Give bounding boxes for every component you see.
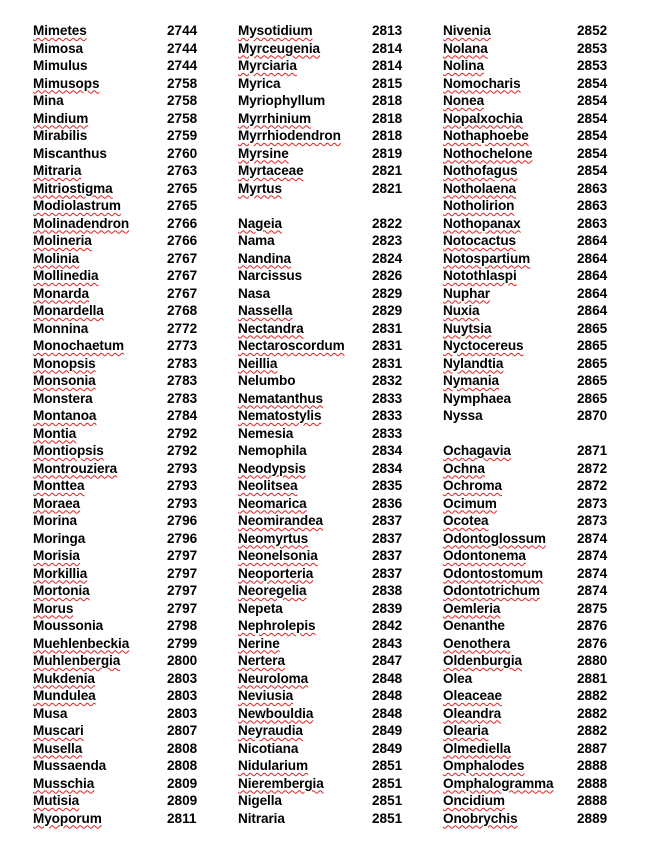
- genus-name: Morina: [33, 513, 77, 528]
- genus-name: Mutisia: [33, 793, 80, 808]
- genus-name: Musa: [33, 705, 68, 721]
- page-number: 2766: [167, 233, 198, 248]
- genus-name: Notholaena: [443, 180, 517, 196]
- genus-name: Neyraudia: [238, 723, 303, 738]
- page-number: 2852: [577, 23, 608, 38]
- page-number: 2876: [577, 635, 608, 651]
- genus-name: Mirabilis: [33, 128, 88, 143]
- genus-name: Nemesia: [238, 425, 294, 441]
- page-number: 2783: [167, 390, 198, 406]
- page-number: 2758: [167, 75, 198, 91]
- genus-name: Monsonia: [33, 373, 96, 388]
- genus-name: Olea: [443, 670, 473, 686]
- page-number: 2783: [167, 355, 198, 371]
- page-number: 2809: [167, 793, 198, 808]
- page-number: 2772: [167, 320, 198, 336]
- page-number: 2865: [577, 373, 608, 388]
- page-number: 2847: [372, 653, 403, 668]
- genus-name: Oleaceae: [443, 688, 502, 703]
- genus-name: Myoporum: [33, 810, 102, 826]
- genus-name: Nothochelone: [443, 145, 533, 161]
- genus-name: Narcissus: [238, 268, 303, 283]
- genus-name: Monnina: [33, 320, 89, 336]
- page-number: 2765: [167, 198, 198, 213]
- page-number: 2853: [577, 40, 608, 56]
- page-number: 2888: [577, 793, 608, 808]
- page-number: 2811: [167, 810, 197, 826]
- page-number: 2797: [167, 565, 198, 581]
- genus-name: Ocimum: [443, 495, 497, 511]
- page-number: 2793: [167, 495, 198, 511]
- genus-name: Mitriostigma: [33, 180, 113, 196]
- page-number: 2872: [577, 460, 608, 476]
- page-number: 2851: [372, 793, 403, 808]
- page-number: 2838: [372, 583, 403, 598]
- page-number: 2865: [577, 355, 608, 371]
- genus-name: Nolina: [443, 58, 484, 73]
- genus-name: Neoporteria: [238, 565, 314, 581]
- genus-name: Muscari: [33, 723, 84, 738]
- page-number: 2837: [372, 565, 403, 581]
- genus-name: Odontostomum: [443, 565, 543, 581]
- genus-name: Oldenburgia: [443, 653, 522, 668]
- genus-name: Nolana: [443, 40, 488, 56]
- genus-name: Ochna: [443, 460, 485, 476]
- page-number: 2819: [372, 145, 403, 161]
- page-number: 2797: [167, 583, 198, 598]
- page-number: 2759: [167, 128, 198, 143]
- page-number: 2814: [372, 40, 403, 56]
- genus-name: Nothofagus: [443, 163, 518, 178]
- genus-name: Nephrolepis: [238, 618, 316, 633]
- genus-name: Nopalxochia: [443, 110, 523, 126]
- genus-name: Nidularium: [238, 758, 308, 773]
- genus-name: Monstera: [33, 390, 93, 406]
- genus-name: Omphalogramma: [443, 775, 554, 791]
- page-number: 2864: [577, 285, 608, 301]
- page-number: 2863: [577, 215, 608, 231]
- genus-name: Nitraria: [238, 810, 285, 826]
- page-number: 2873: [577, 513, 608, 528]
- genus-name: Montrouziera: [33, 460, 118, 476]
- genus-name: Nematostylis: [238, 408, 322, 423]
- page-number: 2865: [577, 390, 608, 406]
- genus-name: Nelumbo: [238, 373, 296, 388]
- page-number: 2831: [372, 355, 403, 371]
- page-number: 2836: [372, 495, 403, 511]
- page-number: 2874: [577, 530, 608, 546]
- genus-name: Mimulus: [33, 58, 88, 73]
- page-number: 2767: [167, 250, 198, 266]
- genus-name: Montia: [33, 425, 77, 441]
- page-number: 2865: [577, 338, 608, 353]
- genus-name: Neoregelia: [238, 583, 307, 598]
- genus-name: Oemleria: [443, 600, 501, 616]
- page-number: 2875: [577, 600, 608, 616]
- page-number: 2783: [167, 373, 198, 388]
- genus-name: Molinia: [33, 250, 80, 266]
- genus-name: Neomyrtus: [238, 530, 309, 546]
- page-number: 2799: [167, 635, 198, 651]
- genus-name: Nothopanax: [443, 215, 521, 231]
- page-number: 2864: [577, 233, 608, 248]
- genus-name: Musella: [33, 740, 83, 756]
- page-number: 2818: [372, 110, 403, 126]
- page-number: 2792: [167, 425, 198, 441]
- page-number: 2873: [577, 495, 608, 511]
- page-number: 2848: [372, 670, 403, 686]
- genus-name: Neillia: [238, 355, 278, 371]
- genus-name: Neviusia: [238, 688, 294, 703]
- genus-name: Myrceugenia: [238, 40, 321, 56]
- genus-name: Myrtaceae: [238, 163, 304, 178]
- page-number: 2843: [372, 635, 403, 651]
- page-number: 2796: [167, 530, 198, 546]
- page-number: 2803: [167, 688, 198, 703]
- genus-name: Newbouldia: [238, 705, 314, 721]
- genus-name: Myrica: [238, 75, 281, 91]
- page-number: 2876: [577, 618, 608, 633]
- page-number: 2758: [167, 93, 198, 108]
- genus-name: Nyssa: [443, 408, 483, 423]
- genus-name: Monttea: [33, 478, 85, 493]
- page-number: 2854: [577, 75, 608, 91]
- genus-name: Ocotea: [443, 513, 489, 528]
- page-number: 2854: [577, 145, 608, 161]
- page-number: 2851: [372, 775, 403, 791]
- genus-name: Neonelsonia: [238, 548, 318, 563]
- page-number: 2829: [372, 303, 403, 318]
- page-number: 2815: [372, 75, 403, 91]
- page-number: 2865: [577, 320, 608, 336]
- genus-name: Nylandtia: [443, 355, 504, 371]
- page-number: 2839: [372, 600, 403, 616]
- genus-name: Miscanthus: [33, 145, 107, 161]
- page-number: 2821: [372, 180, 403, 196]
- page-number: 2768: [167, 303, 198, 318]
- genus-name: Odontonema: [443, 548, 526, 563]
- genus-name: Mukdenia: [33, 670, 95, 686]
- genus-name: Olmediella: [443, 740, 511, 756]
- genus-name: Myrtus: [238, 180, 282, 196]
- page-number: 2837: [372, 530, 403, 546]
- genus-name: Notospartium: [443, 250, 531, 266]
- page-number: 2835: [372, 478, 403, 493]
- genus-name: Mina: [33, 93, 64, 108]
- page-number: 2864: [577, 250, 608, 266]
- page-number: 2767: [167, 268, 198, 283]
- genus-name: Ochagavia: [443, 443, 511, 458]
- genus-name: Nertera: [238, 653, 285, 668]
- page-number: 2797: [167, 600, 198, 616]
- page-number: 2792: [167, 443, 198, 458]
- page-number: 2851: [372, 810, 403, 826]
- genus-name: Mimusops: [33, 75, 100, 91]
- page-number: 2842: [372, 618, 403, 633]
- genus-name: Olearia: [443, 723, 489, 738]
- page-number: 2851: [372, 758, 403, 773]
- genus-name: Monardella: [33, 303, 104, 318]
- genus-name: Nuphar: [443, 285, 490, 301]
- page-number: 2797: [167, 548, 198, 563]
- page-number: 2809: [167, 775, 198, 791]
- page-number: 2882: [577, 688, 608, 703]
- genus-name: Mitraria: [33, 163, 82, 178]
- genus-name: Moussonia: [33, 618, 104, 633]
- page-number: 2758: [167, 110, 198, 126]
- genus-name: Modiolastrum: [33, 198, 121, 213]
- page-number: 2888: [577, 758, 608, 773]
- page-number: 2834: [372, 460, 403, 476]
- page-number: 2793: [167, 460, 198, 476]
- genus-name: Neodypsis: [238, 460, 306, 476]
- page-number: 2888: [577, 775, 608, 791]
- genus-name: Muehlenbeckia: [33, 635, 130, 651]
- genus-name: Mortonia: [33, 583, 90, 598]
- genus-name: Nomocharis: [443, 75, 521, 91]
- page-number: 2822: [372, 215, 403, 231]
- page-number: 2763: [167, 163, 198, 178]
- page-number: 2832: [372, 373, 403, 388]
- genus-name: Mindium: [33, 110, 89, 126]
- page-number: 2818: [372, 128, 403, 143]
- page-number: 2874: [577, 548, 608, 563]
- page-number: 2767: [167, 285, 198, 301]
- page-number: 2882: [577, 723, 608, 738]
- genus-name: Mussaenda: [33, 758, 107, 773]
- page-number: 2821: [372, 163, 403, 178]
- genus-name: Notocactus: [443, 233, 517, 248]
- genus-name: Morus: [33, 600, 74, 616]
- genus-name: Nothaphoebe: [443, 128, 529, 143]
- page-number: 2796: [167, 513, 198, 528]
- page-number: 2871: [577, 443, 608, 458]
- page-number: 2889: [577, 810, 608, 826]
- genus-name: Montiopsis: [33, 443, 104, 458]
- genus-name: Molinadendron: [33, 215, 130, 231]
- genus-name: Mimosa: [33, 40, 84, 56]
- genus-name: Nicotiana: [238, 740, 299, 756]
- genus-name: Monochaetum: [33, 338, 125, 353]
- genus-name: Nuytsia: [443, 320, 492, 336]
- page-number: 2854: [577, 93, 608, 108]
- page-number: 2864: [577, 303, 608, 318]
- page-number: 2870: [577, 408, 608, 423]
- page-number: 2833: [372, 390, 403, 406]
- page-number: 2807: [167, 723, 198, 738]
- genus-name: Myrciaria: [238, 58, 297, 73]
- page-number: 2864: [577, 268, 608, 283]
- genus-name: Oenanthe: [443, 618, 505, 633]
- page-number: 2744: [167, 58, 198, 73]
- genus-name: Mollinedia: [33, 268, 99, 283]
- genus-name: Ochroma: [443, 478, 502, 493]
- page-number: 2773: [167, 338, 198, 353]
- page-number: 2744: [167, 40, 198, 56]
- genus-name: Nivenia: [443, 23, 491, 38]
- genus-name: Oncidium: [443, 793, 505, 808]
- genus-name: Myriophyllum: [238, 93, 326, 108]
- genus-name: Myrsine: [238, 145, 289, 161]
- genus-name: Nierembergia: [238, 775, 324, 791]
- genus-name: Nandina: [238, 250, 291, 266]
- genus-name: Nassella: [238, 303, 293, 318]
- genus-name: Nuxia: [443, 303, 480, 318]
- genus-name: Muhlenbergia: [33, 653, 121, 668]
- page-number: 2826: [372, 268, 403, 283]
- genus-name: Nepeta: [238, 600, 283, 616]
- page-number: 2854: [577, 163, 608, 178]
- page-number: 2814: [372, 58, 403, 73]
- page-number: 2874: [577, 565, 608, 581]
- page-number: 2874: [577, 583, 608, 598]
- page-number: 2798: [167, 618, 198, 633]
- genus-name: Monarda: [33, 285, 89, 301]
- genus-name: Neuroloma: [238, 670, 309, 686]
- genus-name: Nemophila: [238, 443, 307, 458]
- page-number: 2833: [372, 425, 403, 441]
- genus-name: Notothlaspi: [443, 268, 517, 283]
- genus-name: Neomarica: [238, 495, 307, 511]
- page-number: 2849: [372, 740, 403, 756]
- page-number: 2808: [167, 758, 198, 773]
- genus-name: Myrrhiodendron: [238, 128, 341, 143]
- genus-name: Omphalodes: [443, 758, 525, 773]
- page-number: 2854: [577, 110, 608, 126]
- genus-name: Oenothera: [443, 635, 511, 651]
- page-number: 2818: [372, 93, 403, 108]
- genus-name: Mimetes: [33, 23, 87, 38]
- genus-name: Nymphaea: [443, 390, 511, 406]
- genus-name: Neolitsea: [238, 478, 298, 493]
- genus-name: Musschia: [33, 775, 95, 791]
- page-number: 2784: [167, 408, 198, 423]
- genus-name: Nerine: [238, 635, 280, 651]
- genus-name: Nasa: [238, 285, 271, 301]
- genus-name: Myrrhinium: [238, 110, 312, 126]
- genus-name: Nama: [238, 233, 275, 248]
- page-number: 2854: [577, 128, 608, 143]
- genus-name: Molineria: [33, 233, 92, 248]
- page-number: 2849: [372, 723, 403, 738]
- page-number: 2823: [372, 233, 403, 248]
- page-number: 2829: [372, 285, 403, 301]
- genus-name: Monopsis: [33, 355, 96, 371]
- page-number: 2837: [372, 548, 403, 563]
- genus-name: Nectaroscordum: [238, 338, 345, 353]
- page-number: 2744: [167, 23, 198, 38]
- genus-name: Nageia: [238, 215, 282, 231]
- page-number: 2833: [372, 408, 403, 423]
- genus-name: Montanoa: [33, 408, 97, 423]
- genus-name: Morisia: [33, 548, 80, 563]
- page-number: 2837: [372, 513, 403, 528]
- genus-name: Mundulea: [33, 688, 96, 703]
- genus-name: Nematanthus: [238, 390, 324, 406]
- page-number: 2882: [577, 705, 608, 721]
- genus-name: Neomirandea: [238, 513, 324, 528]
- genus-name: Mysotidium: [238, 23, 313, 38]
- page-number: 2765: [167, 180, 198, 196]
- genus-name: Odontotrichum: [443, 583, 540, 598]
- genus-name: Nyctocereus: [443, 338, 524, 353]
- page-number: 2824: [372, 250, 403, 266]
- page-number: 2863: [577, 198, 608, 213]
- genus-name: Morkillia: [33, 565, 88, 581]
- genus-name: Nigella: [238, 793, 282, 808]
- page-number: 2803: [167, 705, 198, 721]
- page-number: 2881: [577, 670, 608, 686]
- page-number: 2813: [372, 23, 403, 38]
- page-number: 2831: [372, 320, 403, 336]
- page-number: 2872: [577, 478, 608, 493]
- genus-name: Moraea: [33, 495, 80, 511]
- page-number: 2887: [577, 740, 608, 756]
- page-number: 2880: [577, 653, 608, 668]
- genus-name: Moringa: [33, 530, 86, 546]
- page-number: 2848: [372, 705, 403, 721]
- genus-name: Oleandra: [443, 705, 502, 721]
- page-number: 2834: [372, 443, 403, 458]
- genus-name: Odontoglossum: [443, 530, 546, 546]
- page-number: 2831: [372, 338, 403, 353]
- genus-name: Nectandra: [238, 320, 304, 336]
- page-number: 2808: [167, 740, 198, 756]
- page-number: 2853: [577, 58, 608, 73]
- page-number: 2760: [167, 145, 198, 161]
- genus-name: Onobrychis: [443, 810, 518, 826]
- page-number: 2848: [372, 688, 403, 703]
- page-number: 2800: [167, 653, 198, 668]
- page-number: 2793: [167, 478, 198, 493]
- genus-name: Notholirion: [443, 198, 515, 213]
- page-number: 2766: [167, 215, 198, 231]
- page-number: 2863: [577, 180, 608, 196]
- genus-name: Nonea: [443, 93, 485, 108]
- genus-name: Nymania: [443, 373, 499, 388]
- page-number: 2803: [167, 670, 198, 686]
